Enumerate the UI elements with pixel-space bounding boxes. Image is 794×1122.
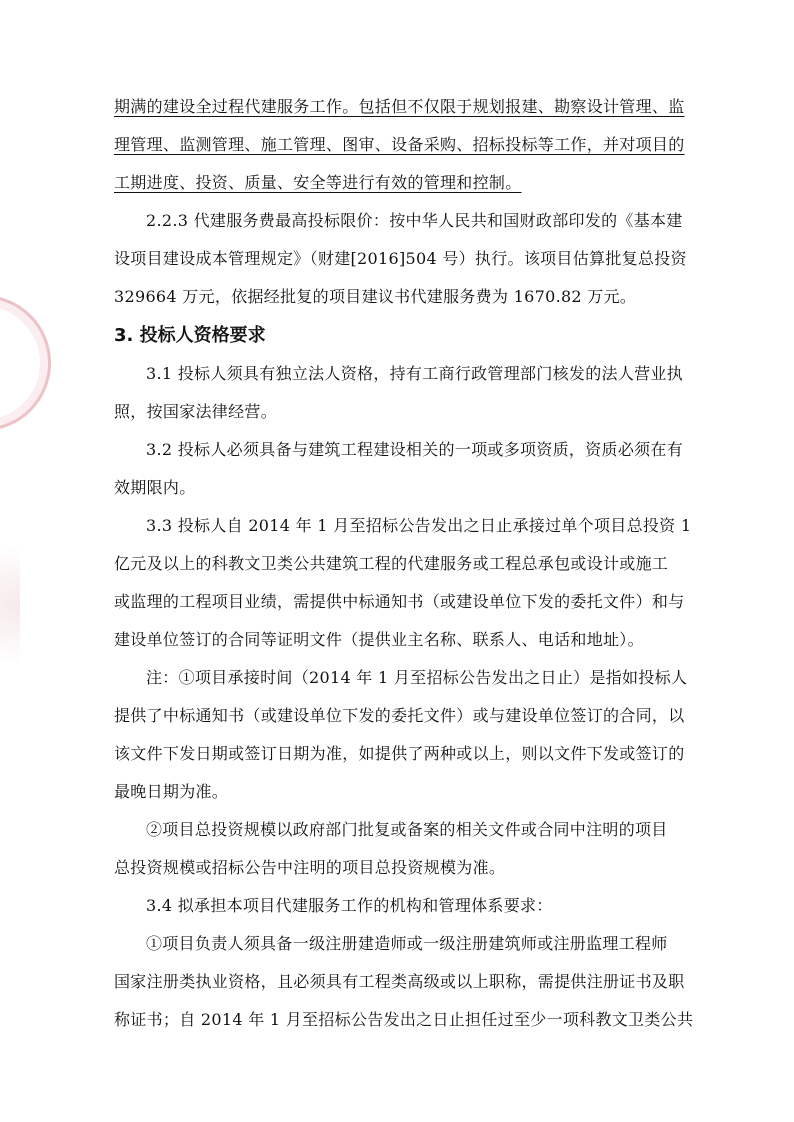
paragraph-line: 329664 万元，依据经批复的项目建议书代建服务费为 1670.82 万元。: [114, 287, 637, 306]
paragraph-line: 提供了中标通知书（或建设单位下发的委托文件）或与建设单位签订的合同，以: [114, 706, 685, 725]
paragraph-line: 3.3 投标人自 2014 年 1 月至招标公告发出之日止承接过单个项目总投资 1: [146, 516, 692, 535]
paragraph-line: 亿元及以上的科教文卫类公共建筑工程的代建服务或工程总承包或设计或施工: [114, 554, 669, 573]
paragraph-line: 理管理、监测管理、施工管理、图审、设备采购、招标投标等工作，并对项目的: [114, 135, 685, 154]
paragraph-line: 工期进度、投资、质量、安全等进行有效的管理和控制。: [114, 173, 522, 192]
paragraph-line: 注：①项目承接时间（2014 年 1 月至招标公告发出之日止）是指如投标人: [146, 668, 688, 687]
paragraph-line: 设项目建设成本管理规定》（财建[2016]504 号）执行。该项目估算批复总投资: [114, 249, 687, 268]
paragraph-line: 3.2 投标人必须具备与建筑工程建设相关的一项或多项资质，资质必须在有: [146, 440, 684, 459]
paragraph-line: 期满的建设全过程代建服务工作。包括但不仅限于规划报建、勘察设计管理、监: [114, 97, 685, 116]
paragraph-line: 总投资规模或招标公告中注明的项目总投资规模为准。: [114, 858, 506, 877]
paragraph-line: 2.2.3 代建服务费最高投标限价：按中华人民共和国财政部印发的《基本建: [146, 211, 683, 230]
paragraph-line: ①项目负责人须具备一级注册建造师或一级注册建筑师或注册监理工程师: [146, 934, 668, 953]
paragraph-line: 称证书；自 2014 年 1 月至招标公告发出之日止担任过至少一项科教文卫类公共: [114, 1010, 694, 1029]
paragraph-line: 或监理的工程项目业绩，需提供中标通知书（或建设单位下发的委托文件）和与: [114, 592, 685, 611]
paragraph-line: 建设单位签订的合同等证明文件（提供业主名称、联系人、电话和地址）。: [114, 630, 644, 649]
paragraph-line: 该文件下发日期或签订日期为准，如提供了两种或以上，则以文件下发或签订的: [114, 744, 685, 763]
paragraph-line: 3.4 拟承担本项目代建服务工作的机构和管理体系要求：: [146, 896, 553, 915]
paragraph-line: 最晚日期为准。: [114, 782, 229, 801]
red-seal-stamp: [0, 295, 51, 431]
paragraph-line: 国家注册类执业资格，且必须具有工程类高级或以上职称，需提供注册证书及职: [114, 972, 685, 991]
paragraph-line: ②项目总投资规模以政府部门批复或备案的相关文件或合同中注明的项目: [146, 820, 668, 839]
paragraph-line: 3.1 投标人须具有独立法人资格，持有工商行政管理部门核发的法人营业执: [146, 364, 684, 383]
seal-fragment: [0, 545, 20, 665]
section-heading: 3. 投标人资格要求: [114, 325, 266, 346]
paragraph-line: 效期限内。: [114, 478, 196, 497]
paragraph-line: 照，按国家法律经营。: [114, 402, 278, 421]
